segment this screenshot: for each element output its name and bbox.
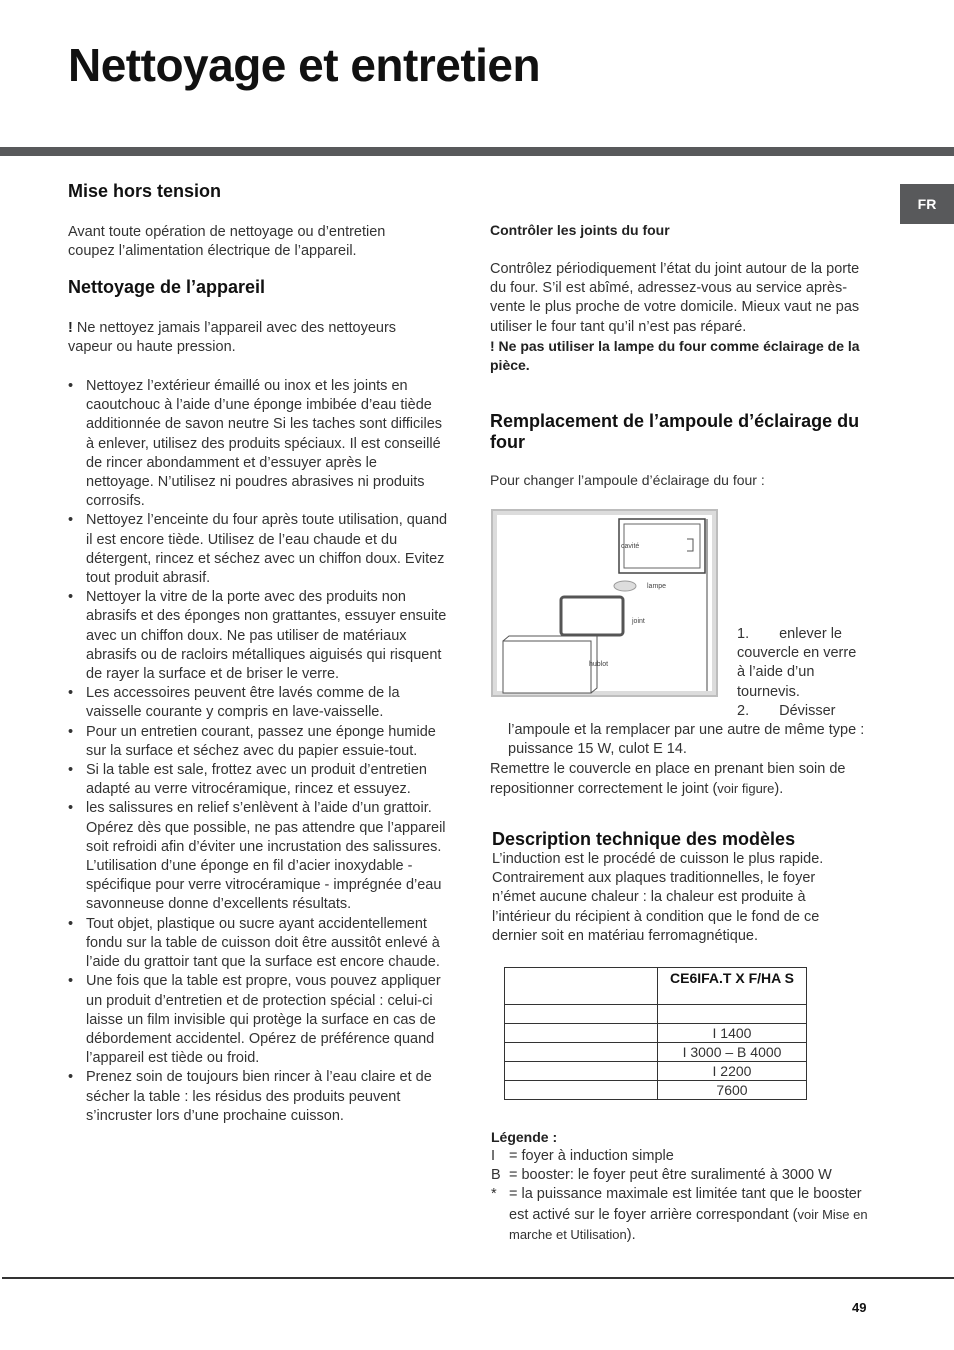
- cleaning-instructions-list: [68, 377, 448, 1126]
- warning-text: Ne nettoyez jamais l’appareil avec des nettoyeurs vapeur ou haute pression.: [68, 320, 397, 356]
- label-hublot: hublot: [589, 661, 609, 668]
- list-item: • Nettoyez l’enceinte du four après toute utilisation, quand il est encore tiède. Utilisez de l’eau chaude et du détergent, rincez et séchez avec un chiffon doux. Evitez tout produit abrasif.: [68, 511, 448, 588]
- legende-reference-end: ).: [626, 1226, 636, 1243]
- section-heading-description: Description technique des modèles: [492, 829, 796, 849]
- closing-end: ).: [774, 781, 784, 798]
- legende-text: = booster: le foyer peut être suralimenté à 3000 W: [509, 1167, 832, 1184]
- mise-hors-tension-text: Avant toute opération de nettoyage ou d’entretien coupez l’alimentation électrique de l’appareil.: [68, 224, 386, 260]
- oven-lamp-figure: [491, 509, 718, 697]
- warning-mark: !: [68, 320, 73, 336]
- table-cell: I 3000 – B 4000: [658, 1043, 807, 1062]
- table-header-model: CE6IFA.T X F/HA S: [658, 968, 807, 1005]
- legende-key: B: [491, 1167, 501, 1184]
- joints-heading: Contrôler les joints du four: [490, 222, 670, 238]
- legende-reference: voir Mise en marche et Utilisation: [509, 1206, 868, 1242]
- table-row: [505, 1062, 807, 1081]
- ampoule-closing: [490, 760, 865, 799]
- list-item: • Pour un entretien courant, passez une éponge humide sur la surface et séchez avec du papier essuie-tout.: [68, 723, 448, 761]
- legende-item: [491, 1166, 869, 1185]
- language-tab: FR: [900, 184, 954, 224]
- closing-text: Remettre le couvercle en place en prenant bien soin de repositionner correctement le joint (: [490, 761, 846, 798]
- step-1-number: 1.: [737, 626, 750, 642]
- table-cell: I 1400: [658, 1024, 807, 1043]
- step-2-text: l’ampoule et la remplacer par une autre de même type : puissance 15 W, culot E 14.: [508, 722, 865, 758]
- list-item: • Si la table est sale, frottez avec un produit d’entretien adapté au verre vitrocéramique, rincez et essuyez.: [68, 761, 448, 799]
- table-cell: [505, 1043, 658, 1062]
- step-2-head: [737, 702, 836, 721]
- list-item: • Nettoyez l’extérieur émaillé ou inox et les joints en caoutchouc à l’aide d’une éponge imbibée d’eau tiède additionnée de savon neutre Si les taches sont difficiles à enlever, utilisez des produits spéciaux. Il est conseillé de rincer abondamment et d’essuyer après le nettoyage. N’utilisez ni poudres abrasives ni produits corrosifs.: [68, 377, 448, 511]
- label-joint: joint: [632, 618, 645, 625]
- list-item: • Une fois que la table est propre, vous pouvez appliquer un produit d’entretien et de protection spécial : celui-ci laisse un film invisible qui protège la surface en cas de débordement accidentel. Opérez de préférence quand l’appareil est tiède ou froid.: [68, 972, 448, 1068]
- label-cavite: cavité: [621, 543, 640, 550]
- section-heading-ampoule: Remplacement de l’ampoule d’éclairage du four: [490, 411, 860, 452]
- table-cell: 7600: [658, 1081, 807, 1100]
- legende-heading: Légende :: [491, 1129, 558, 1145]
- table-row: [505, 1005, 807, 1024]
- legende-text: = foyer à induction simple: [509, 1148, 674, 1164]
- step-1-verb: enlever: [779, 626, 827, 642]
- page-number: 49: [852, 1300, 867, 1315]
- spec-table: [504, 967, 807, 1100]
- legende-text: = la puissance maximale est limitée tant que le booster est activé sur le foyer arrière correspondant (: [509, 1186, 862, 1223]
- list-item: • Nettoyer la vitre de la porte avec des produits non abrasifs et des éponges non grattantes, essuyer ensuite avec un chiffon doux. Ne pas utiliser de matériaux abrasifs ou de racloirs métalliques aiguisés qui risquent de rayer la surface et de briser le verre.: [68, 588, 448, 684]
- table-cell: I 2200: [658, 1062, 807, 1081]
- step-2-number: 2.: [737, 703, 750, 719]
- legende-key: *: [491, 1186, 497, 1203]
- list-item: • Prenez soin de toujours bien rincer à l’eau claire et de sécher la table : les résidus des produits peuvent s’incruster lors d’une prochaine cuisson.: [68, 1068, 448, 1126]
- ampoule-intro: Pour changer l’ampoule d’éclairage du four :: [490, 472, 765, 488]
- figure-reference: voir figure: [717, 781, 775, 797]
- description-text: L’induction est le procédé de cuisson le plus rapide. Contrairement aux plaques traditionnelles, le foyer n’émet aucune chaleur : la chaleur est produite à l’intérieur du récipient à condition que le fond de ce dernier soit en matériau ferromagnétique.: [492, 851, 824, 944]
- list-item: • Les accessoires peuvent être lavés comme de la vaisselle courante y compris en lave-vaisselle.: [68, 684, 448, 722]
- table-cell: [505, 968, 658, 1005]
- joints-text: Contrôlez périodiquement l’état du joint autour de la porte du four. S’il est abîmé, adressez-vous au service après-vente le plus proche de votre domicile. Mieux vaut ne pas utiliser le four tant qu’il n’est pas réparé.: [490, 261, 860, 335]
- table-cell: [658, 1005, 807, 1024]
- lamp-warning: ! Ne pas utiliser la lampe du four comme éclairage de la pièce.: [490, 338, 860, 374]
- list-item: • Tout objet, plastique ou sucre ayant accidentellement fondu sur la table de cuisson doit être aussitôt enlevé à l’aide du grattoir tant que la surface est encore chaude.: [68, 915, 448, 973]
- table-row: [505, 1024, 807, 1043]
- section-heading-nettoyage: Nettoyage de l’appareil: [68, 277, 266, 297]
- figure-canvas: [497, 515, 712, 691]
- table-row: [505, 1043, 807, 1062]
- table-cell: [505, 1024, 658, 1043]
- legende-key: I: [491, 1148, 496, 1164]
- table-row: [505, 1081, 807, 1100]
- table-header-row: [505, 968, 807, 1005]
- legende-list: [491, 1147, 869, 1245]
- legende-item: [491, 1185, 869, 1245]
- legende-item: [491, 1147, 869, 1166]
- step-1-text: le couvercle en verre à l’aide d’un tournevis.: [737, 626, 857, 700]
- list-item: • les salissures en relief s’enlèvent à l’aide d’un grattoir. Opérez dès que possible, ne pas attendre que l’appareil soit refroidi afin d’éviter une incrustation des salissures. L’utilisation d’une éponge en fil d’acier inoxydable - spécifique pour verre vitrocéramique - imprégnée d’eau savonneuse donne d’excellents résultats.: [68, 799, 448, 914]
- top-divider: [0, 147, 954, 156]
- table-cell: [505, 1005, 658, 1024]
- oven-diagram: [497, 515, 716, 695]
- step-1: [737, 625, 862, 702]
- table-cell: [505, 1062, 658, 1081]
- bottom-divider: [2, 1277, 954, 1279]
- section-heading-mise-hors-tension: Mise hors tension: [68, 181, 222, 201]
- table-cell: [505, 1081, 658, 1100]
- nettoyage-warning: [68, 319, 428, 357]
- step-2-verb: Dévisser: [779, 703, 836, 719]
- page-title: Nettoyage et entretien: [68, 39, 541, 91]
- label-lampe: lampe: [647, 583, 667, 590]
